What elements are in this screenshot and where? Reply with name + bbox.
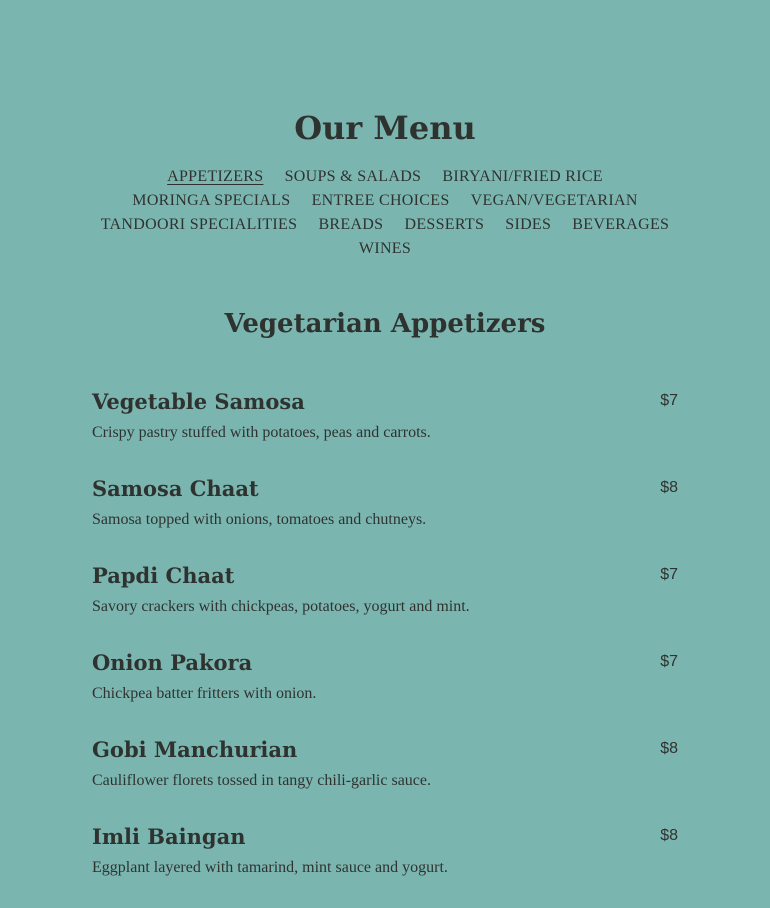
menu-item-description: Samosa topped with onions, tomatoes and chutneys. xyxy=(92,511,427,528)
menu-item-name: Samosa Chaat xyxy=(92,476,259,501)
menu-item xyxy=(92,560,678,647)
menu-category-nav xyxy=(90,164,680,260)
menu-item xyxy=(92,386,678,473)
nav-link-desserts[interactable]: DESSERTS xyxy=(404,216,485,233)
nav-link-entree-choices[interactable]: ENTREE CHOICES xyxy=(311,192,450,209)
menu-item-name: Imli Baingan xyxy=(92,824,246,849)
menu-item xyxy=(92,734,678,821)
nav-link-moringa-specials[interactable]: MORINGA SPECIALS xyxy=(132,192,291,209)
nav-link-soups-salads[interactable]: SOUPS & SALADS xyxy=(284,168,422,185)
nav-link-wines[interactable]: WINES xyxy=(358,240,412,257)
nav-link-breads[interactable]: BREADS xyxy=(318,216,384,233)
menu-item-price: $8 xyxy=(660,740,678,757)
nav-link-vegan-vegetarian[interactable]: VEGAN/VEGETARIAN xyxy=(470,192,638,209)
menu-item-name: Vegetable Samosa xyxy=(92,389,305,414)
menu-item-name: Gobi Manchurian xyxy=(92,737,298,762)
nav-link-biryani-fried-rice[interactable]: BIRYANI/FRIED RICE xyxy=(442,168,603,185)
menu-item-description: Crispy pastry stuffed with potatoes, peas and carrots. xyxy=(92,424,431,441)
nav-link-appetizers[interactable]: APPETIZERS xyxy=(167,168,264,185)
menu-item-price: $7 xyxy=(660,653,678,670)
menu-item-description: Savory crackers with chickpeas, potatoes, yogurt and mint. xyxy=(92,598,470,615)
menu-item-description: Cauliflower florets tossed in tangy chili-garlic sauce. xyxy=(92,772,432,789)
nav-row xyxy=(90,212,680,236)
nav-row xyxy=(90,188,680,212)
menu-item-name: Papdi Chaat xyxy=(92,563,235,588)
menu-item xyxy=(92,821,678,908)
nav-link-sides[interactable]: SIDES xyxy=(505,216,552,233)
menu-item-name: Onion Pakora xyxy=(92,650,253,675)
menu-item-price: $8 xyxy=(660,479,678,496)
nav-row xyxy=(90,164,680,188)
menu-item-description: Chickpea batter fritters with onion. xyxy=(92,685,317,702)
menu-item-price: $7 xyxy=(660,566,678,583)
section-title: Vegetarian Appetizers xyxy=(224,309,546,339)
nav-link-tandoori-specialities[interactable]: TANDOORI SPECIALITIES xyxy=(100,216,298,233)
page-title: Our Menu xyxy=(294,109,476,147)
menu-item-list xyxy=(92,386,678,908)
menu-item-description: Eggplant layered with tamarind, mint sauce and yogurt. xyxy=(92,859,448,876)
nav-link-beverages[interactable]: BEVERAGES xyxy=(572,216,670,233)
nav-row xyxy=(90,236,680,260)
menu-item xyxy=(92,647,678,734)
menu-item-price: $7 xyxy=(660,392,678,409)
menu-item xyxy=(92,473,678,560)
menu-item-price: $8 xyxy=(660,827,678,844)
